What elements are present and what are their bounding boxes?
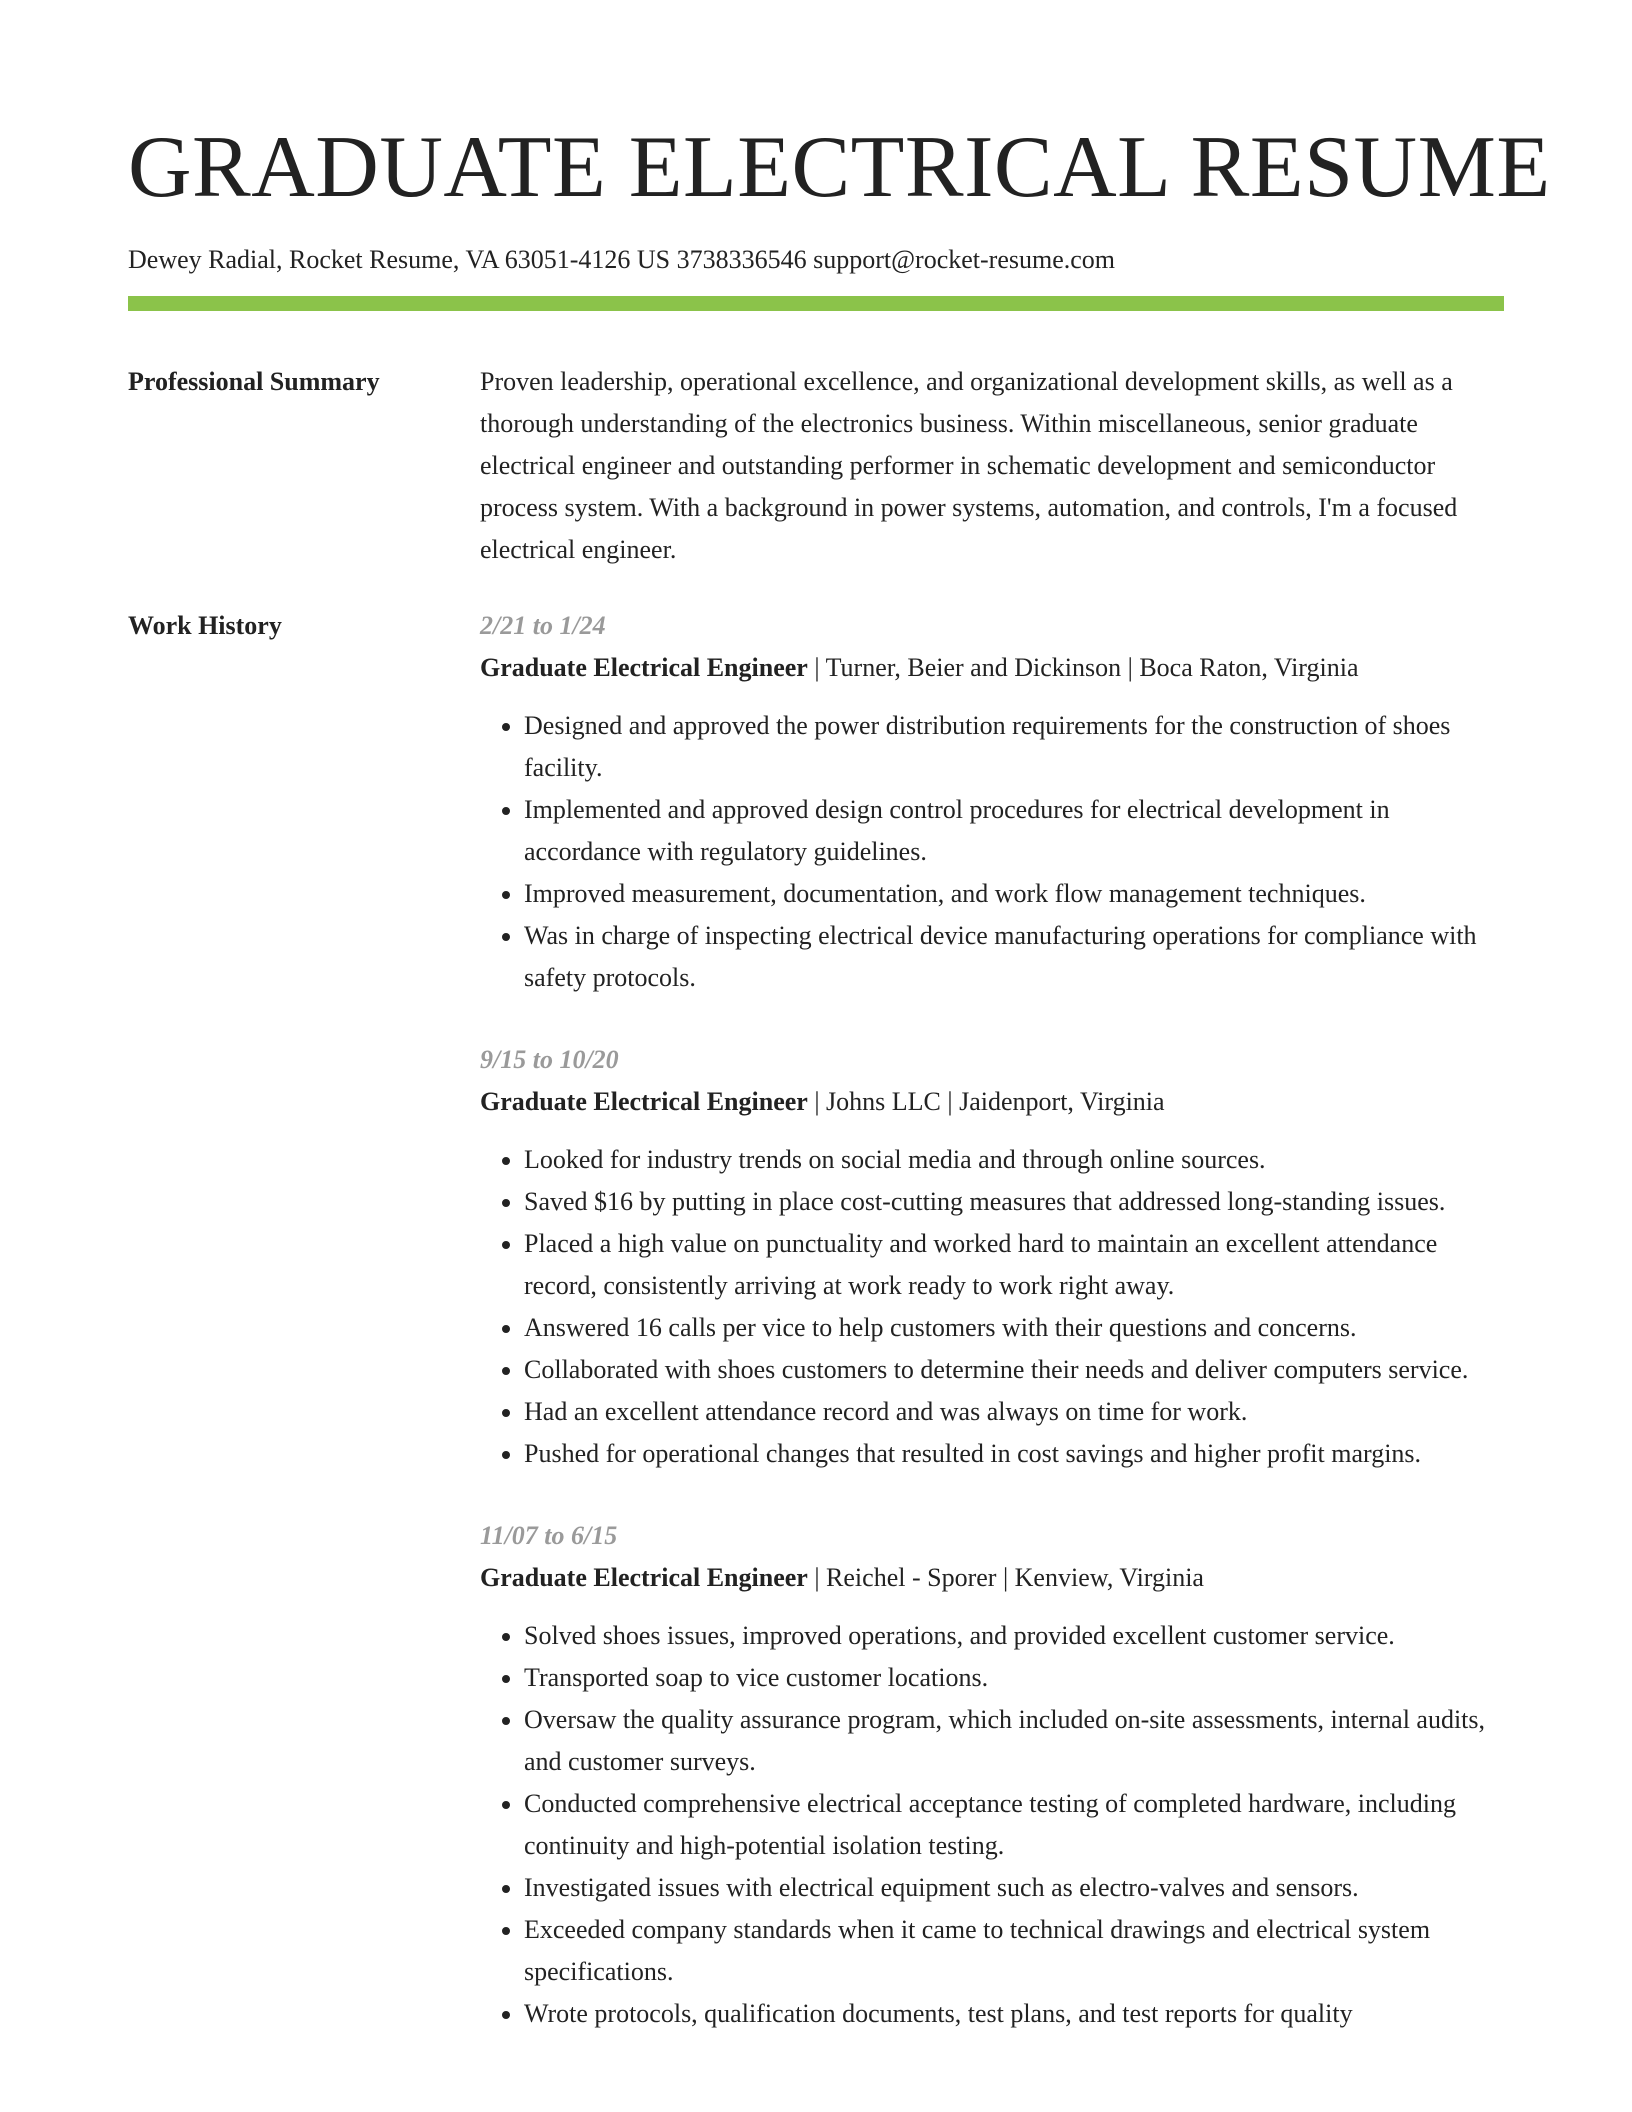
- job-bullet: • Was in charge of inspecting electrical device manufacturing operations for compliance with safety protocols.: [524, 915, 1504, 999]
- job-bullet: • Exceeded company standards when it came to technical drawings and electrical system specifications.: [524, 1909, 1504, 1993]
- work-history-body: [480, 605, 1504, 2075]
- summary-text: Proven leadership, operational excellence, and organizational development skills, as well as a thorough understanding of the electronics business. Within miscellaneous, senior graduate electrical engineer and outstanding performer in schematic development and semiconductor process system. With a background in power systems, automation, and controls, I'm a focused electrical engineer.: [480, 367, 1458, 564]
- job-heading: [480, 647, 1504, 689]
- job-bullet: • Looked for industry trends on social media and through online sources.: [524, 1139, 1504, 1181]
- job-bullet: • Answered 16 calls per vice to help customers with their questions and concerns.: [524, 1307, 1504, 1349]
- job-title: Graduate Electrical Engineer: [480, 1563, 808, 1592]
- job-location: Boca Raton, Virginia: [1139, 653, 1359, 682]
- work-history-section: [128, 605, 1504, 2075]
- job-separator: |: [940, 1087, 960, 1116]
- job-heading: [480, 1557, 1504, 1599]
- job-bullet-list: [480, 1139, 1504, 1475]
- job-separator: |: [807, 653, 826, 682]
- professional-summary-section: [128, 361, 1504, 571]
- job-bullet: • Transported soap to vice customer locations.: [524, 1657, 1504, 1699]
- job-bullet: • Pushed for operational changes that resulted in cost savings and higher profit margins.: [524, 1433, 1504, 1475]
- accent-divider: [128, 296, 1504, 311]
- job-bullet: • Conducted comprehensive electrical acceptance testing of completed hardware, including continuity and high-potential isolation testing.: [524, 1783, 1504, 1867]
- job-bullet: • Collaborated with shoes customers to determine their needs and deliver computers service.: [524, 1349, 1504, 1391]
- job-separator: |: [807, 1563, 827, 1592]
- job-bullet-list: [480, 1615, 1504, 2035]
- job-bullet: • Oversaw the quality assurance program, which included on-site assessments, internal audits, and customer surveys.: [524, 1699, 1504, 1783]
- job-bullet: • Improved measurement, documentation, and work flow management techniques.: [524, 873, 1504, 915]
- job-separator: |: [1121, 653, 1140, 682]
- job-bullet: • Wrote protocols, qualification documents, test plans, and test reports for quality: [524, 1993, 1504, 2035]
- job-entry: [480, 605, 1504, 999]
- job-dates: 9/15 to 10/20: [480, 1045, 619, 1074]
- job-bullet: • Designed and approved the power distribution requirements for the construction of shoes facility.: [524, 705, 1504, 789]
- job-bullet: • Solved shoes issues, improved operations, and provided excellent customer service.: [524, 1615, 1504, 1657]
- section-label-work-history: Work History: [128, 611, 282, 640]
- job-heading: [480, 1081, 1504, 1123]
- resume-page: [128, 0, 1551, 2075]
- section-label-professional-summary: Professional Summary: [128, 367, 380, 396]
- job-bullet: • Had an excellent attendance record and was always on time for work.: [524, 1391, 1504, 1433]
- job-separator: |: [807, 1087, 827, 1116]
- job-bullet: • Saved $16 by putting in place cost-cutting measures that addressed long-standing issues.: [524, 1181, 1504, 1223]
- job-location: Kenview, Virginia: [1014, 1563, 1204, 1592]
- job-title: Graduate Electrical Engineer: [480, 653, 808, 682]
- job-dates: 11/07 to 6/15: [480, 1521, 618, 1550]
- job-company: Reichel - Sporer: [826, 1563, 997, 1592]
- job-bullet: • Placed a high value on punctuality and worked hard to maintain an excellent attendance record, consistently arriving at work ready to work right away.: [524, 1223, 1504, 1307]
- summary-body: [480, 361, 1504, 571]
- job-title: Graduate Electrical Engineer: [480, 1087, 808, 1116]
- job-company: Johns LLC: [826, 1087, 941, 1116]
- job-company: Turner, Beier and Dickinson: [825, 653, 1122, 682]
- resume-title: GRADUATE ELECTRICAL RESUME: [128, 119, 1551, 216]
- job-separator: |: [996, 1563, 1015, 1592]
- job-bullet: • Implemented and approved design control procedures for electrical development in accordance with regulatory guidelines.: [524, 789, 1504, 873]
- job-dates: 2/21 to 1/24: [480, 611, 606, 640]
- job-location: Jaidenport, Virginia: [959, 1087, 1165, 1116]
- job-bullet-list: [480, 705, 1504, 999]
- job-entry: [480, 1039, 1504, 1475]
- contact-line: Dewey Radial, Rocket Resume, VA 63051-4126 US 3738336546 support@rocket-resume.com: [128, 245, 1116, 274]
- job-bullet: • Investigated issues with electrical equipment such as electro-valves and sensors.: [524, 1867, 1504, 1909]
- job-entry: [480, 1515, 1504, 2035]
